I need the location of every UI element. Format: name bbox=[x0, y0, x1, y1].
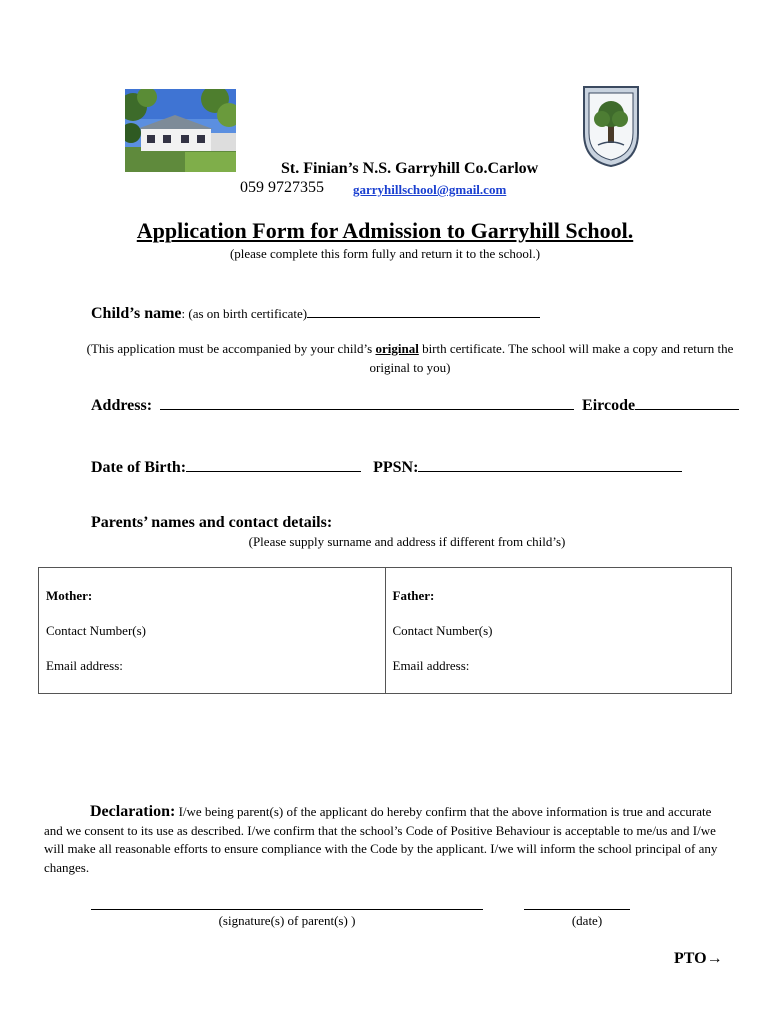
child-name-row bbox=[91, 303, 540, 323]
form-title: Application Form for Admission to Garryhill School. bbox=[136, 218, 634, 243]
address-label: Address: bbox=[91, 397, 153, 414]
date-line[interactable] bbox=[524, 909, 630, 910]
mother-contact-label[interactable]: Contact Number(s) bbox=[46, 623, 147, 638]
school-phone: 059 9727355 bbox=[240, 179, 324, 196]
father-contact-label[interactable]: Contact Number(s) bbox=[392, 623, 493, 638]
ppsn-field[interactable] bbox=[418, 457, 682, 472]
school-email-link[interactable]: garryhillschool@gmail.com bbox=[353, 182, 507, 197]
declaration-paragraph bbox=[44, 803, 729, 877]
date-label: (date) bbox=[571, 913, 603, 928]
dob-label: Date of Birth: bbox=[91, 459, 187, 476]
original-emphasis: original bbox=[375, 341, 419, 356]
address-row bbox=[91, 395, 739, 415]
parents-table bbox=[38, 567, 732, 694]
declaration-text: I/we being parent(s) of the applicant do hereby confirm that the above information is true and accurate and we consent to its use as described. I/we confirm that the school’s Code of Positive Behaviour is acceptable to me/us and I/we will make all reasonable efforts to ensure compliance with the Code by the applicant. I/we will inform the school principal of any changes. bbox=[44, 804, 718, 875]
mother-label: Mother: bbox=[46, 588, 93, 603]
father-cell bbox=[385, 568, 732, 694]
child-name-field[interactable] bbox=[307, 303, 540, 318]
dob-field[interactable] bbox=[186, 457, 361, 472]
parents-heading: Parents’ names and contact details: bbox=[91, 514, 333, 531]
address-field[interactable] bbox=[160, 395, 574, 410]
mother-email-label[interactable]: Email address: bbox=[46, 658, 123, 673]
ppsn-label: PPSN: bbox=[373, 459, 419, 476]
school-name: St. Finian’s N.S. Garryhill Co.Carlow bbox=[281, 160, 539, 177]
birth-certificate-note: (This application must be accompanied by your child’s original birth certificate. The school will make a copy and return the original to you) bbox=[86, 341, 734, 375]
signature-line[interactable] bbox=[91, 909, 483, 910]
dob-ppsn-row bbox=[91, 457, 682, 477]
mother-cell bbox=[39, 568, 386, 694]
form-subtitle: (please complete this form fully and return it to the school.) bbox=[229, 246, 541, 261]
pto-label: PTO→ bbox=[674, 950, 723, 967]
eircode-field[interactable] bbox=[635, 395, 739, 410]
eircode-label: Eircode bbox=[582, 397, 636, 414]
declaration-heading: Declaration: bbox=[90, 803, 176, 820]
child-name-label: Child’s name bbox=[91, 305, 182, 322]
school-photo bbox=[125, 89, 236, 172]
parents-hint: (Please supply surname and address if different from child’s) bbox=[248, 534, 566, 549]
father-email-label[interactable]: Email address: bbox=[392, 658, 470, 673]
father-label: Father: bbox=[392, 588, 435, 603]
school-crest-logo bbox=[580, 81, 642, 168]
child-name-hint: : (as on birth certificate) bbox=[181, 306, 308, 321]
signature-label: (signature(s) of parent(s) ) bbox=[218, 913, 356, 928]
